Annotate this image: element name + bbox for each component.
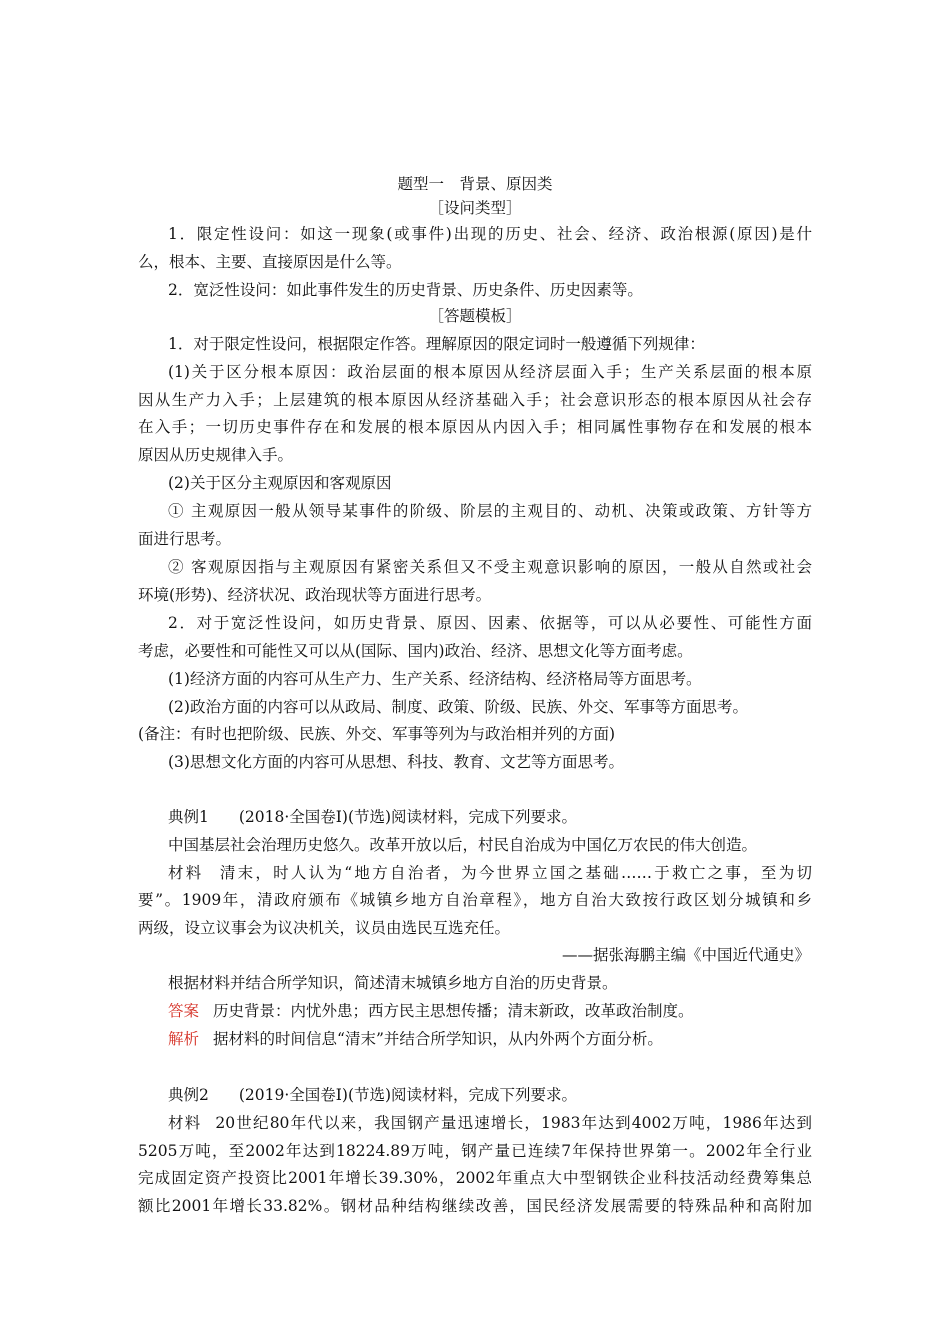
- example2-material-line3: 完成固定资产投资比2001年增长39.30%，2002年重点大中型钢铁企业科技活动经费筹集总: [138, 1169, 812, 1187]
- answer-text: 历史背景：内忧外患；西方民主思想传播；清末新政，改革政治制度。: [213, 1002, 694, 1020]
- question-type-2: 2．宽泛性设问：如此事件发生的历史背景、历史条件、历史因素等。: [168, 281, 643, 299]
- example2-material-text1: 20世纪80年代以来，我国钢产量迅速增长，1983年达到4002万吨，1986年达到: [215, 1114, 812, 1132]
- template-p1-1-line1: (1)关于区分根本原因：政治层面的根本原因从经济层面入手；生产关系层面的根本原: [168, 363, 812, 381]
- analysis-text: 据材料的时间信息“清末”并结合所学知识，从内外两个方面分析。: [213, 1030, 663, 1048]
- template-p1-2: (2)关于区分主观原因和客观原因: [168, 474, 392, 492]
- example1-material-label: 材料: [168, 864, 204, 882]
- example1-label: 典例1: [168, 808, 209, 826]
- example2-label: 典例2: [168, 1086, 209, 1104]
- template-p1: 1．对于限定性设问，根据限定作答。理解原因的限定词时一般遵循下列规律：: [168, 335, 705, 353]
- template-p2-1: (1)经济方面的内容可从生产力、生产关系、经济结构、经济格局等方面思考。: [168, 670, 702, 688]
- template-p2-2-line2: (备注：有时也把阶级、民族、外交、军事等列为与政治相并列的方面): [138, 725, 616, 743]
- question-types-header: ［设问类型］: [428, 199, 522, 217]
- template-p1-1-line2: 因从生产力入手；上层建筑的根本原因从经济基础入手；社会意识形态的根本原因从社会存: [138, 391, 812, 409]
- example1-analysis: [168, 1028, 950, 1050]
- example2-source: (2019·全国卷Ⅰ)(节选)阅读材料，完成下列要求。: [238, 1086, 578, 1104]
- template-p1-2b-line1: ② 客观原因指与主观原因有紧密关系但又不受主观意识影响的原因，一般从自然或社会: [168, 558, 812, 576]
- template-p1-2a-line1: ① 主观原因一般从领导某事件的阶级、阶层的主观目的、动机、决策或政策、方针等方: [168, 502, 812, 520]
- template-header: ［答题模板］: [428, 307, 522, 325]
- analysis-label: 解析: [168, 1030, 200, 1048]
- question-type-1-line2: 么，根本、主要、直接原因是什么等。: [138, 253, 402, 271]
- example1-material-text1: 清末，时人认为“地方自治者，为今世界立国之基础……于救亡之事，至为切: [217, 864, 812, 882]
- template-p2-line1: 2．对于宽泛性设问，如历史背景、原因、因素、依据等，可以从必要性、可能性方面: [168, 614, 812, 632]
- example1-material-line1: [138, 862, 812, 884]
- section-title: 题型一 背景、原因类: [397, 175, 553, 193]
- example2-material-line4: 额比2001年增长33.82%。钢材品种结构继续改善，国民经济发展需要的特殊品种和高附加: [138, 1197, 812, 1215]
- example1-material-line3: 两级，设立议事会为议决机关，议员由选民互选充任。: [138, 919, 511, 937]
- template-p1-2a-line2: 面进行思考。: [138, 530, 232, 548]
- answer-label: 答案: [168, 1002, 200, 1020]
- template-p1-1-line4: 原因从历史规律入手。: [138, 446, 294, 464]
- example2-material-label: 材料: [168, 1114, 202, 1132]
- example2-heading: [168, 1084, 950, 1106]
- example1-intro: 中国基层社会治理历史悠久。改革开放以后，村民自治成为中国亿万农民的伟大创造。: [168, 836, 758, 854]
- template-p1-1-line3: 在入手；一切历史事件存在和发展的根本原因从内因入手；相同属性事物存在和发展的根本: [138, 418, 812, 436]
- example1-heading: [168, 806, 950, 828]
- example2-material-line2: 5205万吨，至2002年达到18224.89万吨，钢产量已连续7年保持世界第一。2002年全行业: [138, 1142, 812, 1160]
- example2-material-line1: [138, 1112, 812, 1134]
- example1-source: (2018·全国卷Ⅰ)(节选)阅读材料，完成下列要求。: [238, 808, 578, 826]
- example1-material-line2: 要”。1909年，清政府颁布《城镇乡地方自治章程》，地方自治大致按行政区划分城镇和乡: [138, 891, 812, 909]
- example1-citation: ——据张海鹏主编《中国近代通史》: [561, 946, 810, 964]
- template-p2-line2: 考虑，必要性和可能性又可以从(国际、国内)政治、经济、思想文化等方面考虑。: [138, 642, 693, 660]
- template-p2-2-line1: (2)政治方面的内容可以从政局、制度、政策、阶级、民族、外交、军事等方面思考。: [168, 698, 748, 716]
- question-type-1-line1: 1．限定性设问：如这一现象(或事件)出现的历史、社会、经济、政治根源(原因)是什: [168, 225, 812, 243]
- template-p2-3: (3)思想文化方面的内容可从思想、科技、教育、文艺等方面思考。: [168, 753, 624, 771]
- template-p1-2b-line2: 环境(形势)、经济状况、政治现状等方面进行思考。: [138, 586, 492, 604]
- example1-question: 根据材料并结合所学知识，简述清末城镇乡地方自治的历史背景。: [168, 974, 618, 992]
- example1-answer: [168, 1000, 950, 1022]
